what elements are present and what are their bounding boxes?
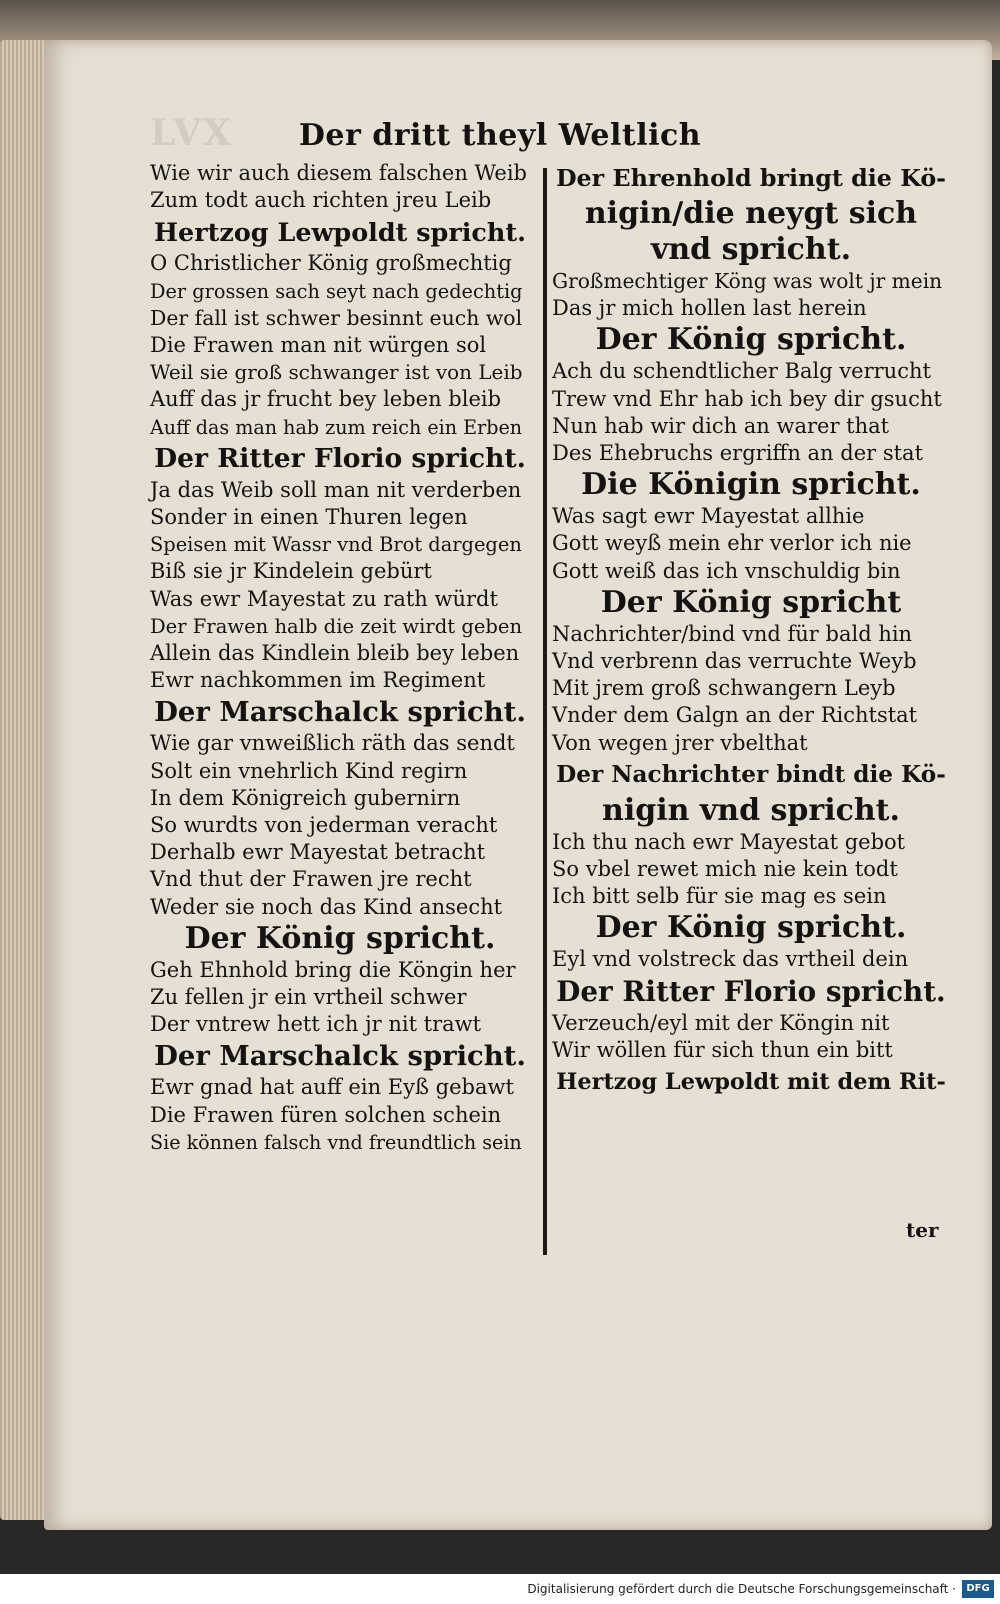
catchword: ter bbox=[906, 1218, 939, 1242]
speaker-heading: vnd spricht. bbox=[650, 232, 852, 267]
verse-line: Derhalb ewr Mayestat betracht bbox=[150, 840, 486, 865]
verse-line: In dem Königreich gubernirn bbox=[150, 785, 461, 810]
verse-line: Wir wöllen für sich thun ein bitt bbox=[552, 1037, 893, 1062]
verse-line: Auff das man hab zum reich ein Erben bbox=[150, 415, 523, 439]
speaker-heading: Der Marschalck spricht. bbox=[154, 696, 526, 729]
verse-line: Zum todt auch richten jreu Leib bbox=[150, 188, 492, 213]
verse-line: Nachrichter/bind vnd für bald hin bbox=[552, 621, 913, 646]
verse-line: Vnd verbrenn das verruchte Weyb bbox=[552, 649, 917, 674]
speaker-heading: Der Ehrenhold bringt die Kö- bbox=[555, 164, 947, 192]
verse-line: Eyl vnd volstreck das vrtheil dein bbox=[552, 947, 909, 972]
speaker-heading: Der König spricht. bbox=[595, 322, 907, 358]
verse-line: So vbel rewet mich nie kein todt bbox=[552, 857, 898, 882]
verse-line: Des Ehebruchs ergriffn an der stat bbox=[552, 441, 924, 466]
footer-credit: Digitalisierung gefördert durch die Deutsche Forschungsgemeinschaft · bbox=[527, 1582, 956, 1596]
verse-line: Speisen mit Wassr vnd Brot dargegen bbox=[150, 533, 522, 557]
verse-line: Gott weyß mein ehr verlor ich nie bbox=[552, 531, 912, 556]
verse-line: Ich bitt selb für sie mag es sein bbox=[552, 884, 887, 909]
verse-line: Was sagt ewr Mayestat allhie bbox=[552, 504, 865, 529]
verse-line: Ach du schendtlicher Balg verrucht bbox=[552, 359, 931, 384]
verse-line: Sie können falsch vnd freundtlich sein bbox=[150, 1130, 522, 1154]
footer-bar bbox=[0, 1574, 1000, 1604]
speaker-heading: Der Ritter Florio spricht. bbox=[154, 442, 526, 474]
speaker-heading: Hertzog Lewpoldt spricht. bbox=[154, 217, 526, 248]
verse-line: Der Frawen halb die zeit wirdt geben bbox=[150, 614, 523, 638]
right-column bbox=[552, 160, 950, 1100]
speaker-heading: Der Ritter Florio spricht. bbox=[556, 974, 946, 1008]
verse-line: Die Frawen man nit würgen sol bbox=[150, 333, 487, 358]
verse-line: So wurdts von jederman veracht bbox=[150, 813, 498, 838]
verse-line: Biß sie jr Kindelein gebürt bbox=[150, 559, 432, 584]
verse-line: Ja das Weib soll man nit verderben bbox=[150, 477, 522, 502]
speaker-heading: Die Königin spricht. bbox=[581, 467, 921, 503]
verse-line: Der grossen sach seyt nach gedechtig bbox=[150, 279, 523, 303]
speaker-heading: nigin/die neygt sich bbox=[584, 196, 918, 231]
left-column bbox=[150, 160, 530, 1156]
dfg-logo: DFG bbox=[962, 1580, 994, 1598]
verse-line: Vnder dem Galgn an der Richtstat bbox=[552, 703, 918, 728]
running-head: Der dritt theyl Weltlich bbox=[298, 118, 702, 153]
speaker-heading: Der König spricht. bbox=[595, 910, 907, 946]
verse-line: Trew vnd Ehr hab ich bey dir gsucht bbox=[552, 386, 942, 411]
verse-line: Vnd thut der Frawen jre recht bbox=[150, 867, 472, 892]
verse-line: Zu fellen jr ein vrtheil schwer bbox=[150, 985, 467, 1010]
verse-line: Mit jrem groß schwangern Leyb bbox=[552, 676, 896, 701]
verse-line: Von wegen jrer vbelthat bbox=[552, 730, 808, 755]
verse-line: Allein das Kindlein bleib bey leben bbox=[150, 641, 520, 666]
verse-line: Gott weiß das ich vnschuldig bin bbox=[552, 558, 901, 583]
verse-line: Ewr gnad hat auff ein Eyß gebawt bbox=[150, 1075, 514, 1100]
verse-line: Nun hab wir dich an warer that bbox=[552, 413, 890, 438]
verse-line: Was ewr Mayestat zu rath würdt bbox=[150, 586, 498, 611]
verse-line: Der vntrew hett ich jr nit trawt bbox=[150, 1012, 482, 1037]
verse-line: Auff das jr frucht bey leben bleib bbox=[150, 387, 502, 412]
verse-line: Die Frawen füren solchen schein bbox=[150, 1102, 502, 1127]
verse-line: Großmechtiger Köng was wolt jr mein bbox=[552, 269, 943, 293]
verse-line: Das jr mich hollen last herein bbox=[552, 296, 867, 321]
verse-line: Weder sie noch das Kind ansecht bbox=[150, 894, 503, 919]
verse-line: Ewr nachkommen im Regiment bbox=[150, 668, 486, 693]
verse-line: Weil sie groß schwanger ist von Leib bbox=[150, 360, 523, 385]
verse-line: O Christlicher König großmechtig bbox=[150, 251, 512, 276]
speaker-heading: Der Nachrichter bindt die Kö- bbox=[556, 760, 946, 788]
verse-line: Verzeuch/eyl mit der Köngin nit bbox=[552, 1010, 890, 1035]
verse-line: Sonder in einen Thuren legen bbox=[150, 505, 468, 530]
verse-line: Geh Ehnhold bring die Köngin her bbox=[150, 957, 516, 982]
verse-line: Solt ein vnehrlich Kind regirn bbox=[150, 758, 468, 783]
verse-line: Der fall ist schwer besinnt euch wol bbox=[150, 305, 523, 330]
speaker-heading: Hertzog Lewpoldt mit dem Rit- bbox=[556, 1069, 946, 1096]
bleed-through-folio: LVX bbox=[150, 112, 233, 154]
column-divider bbox=[543, 168, 547, 1255]
speaker-heading: Der König spricht. bbox=[184, 920, 496, 956]
speaker-heading: nigin vnd spricht. bbox=[602, 792, 900, 828]
verse-line: Ich thu nach ewr Mayestat gebot bbox=[552, 829, 906, 854]
verse-line: Wie gar vnweißlich räth das sendt bbox=[150, 731, 515, 756]
speaker-heading: Der Marschalck spricht. bbox=[154, 1040, 526, 1073]
speaker-heading: Der König spricht bbox=[600, 584, 902, 620]
verse-line: Wie wir auch diesem falschen Weib bbox=[150, 161, 527, 185]
